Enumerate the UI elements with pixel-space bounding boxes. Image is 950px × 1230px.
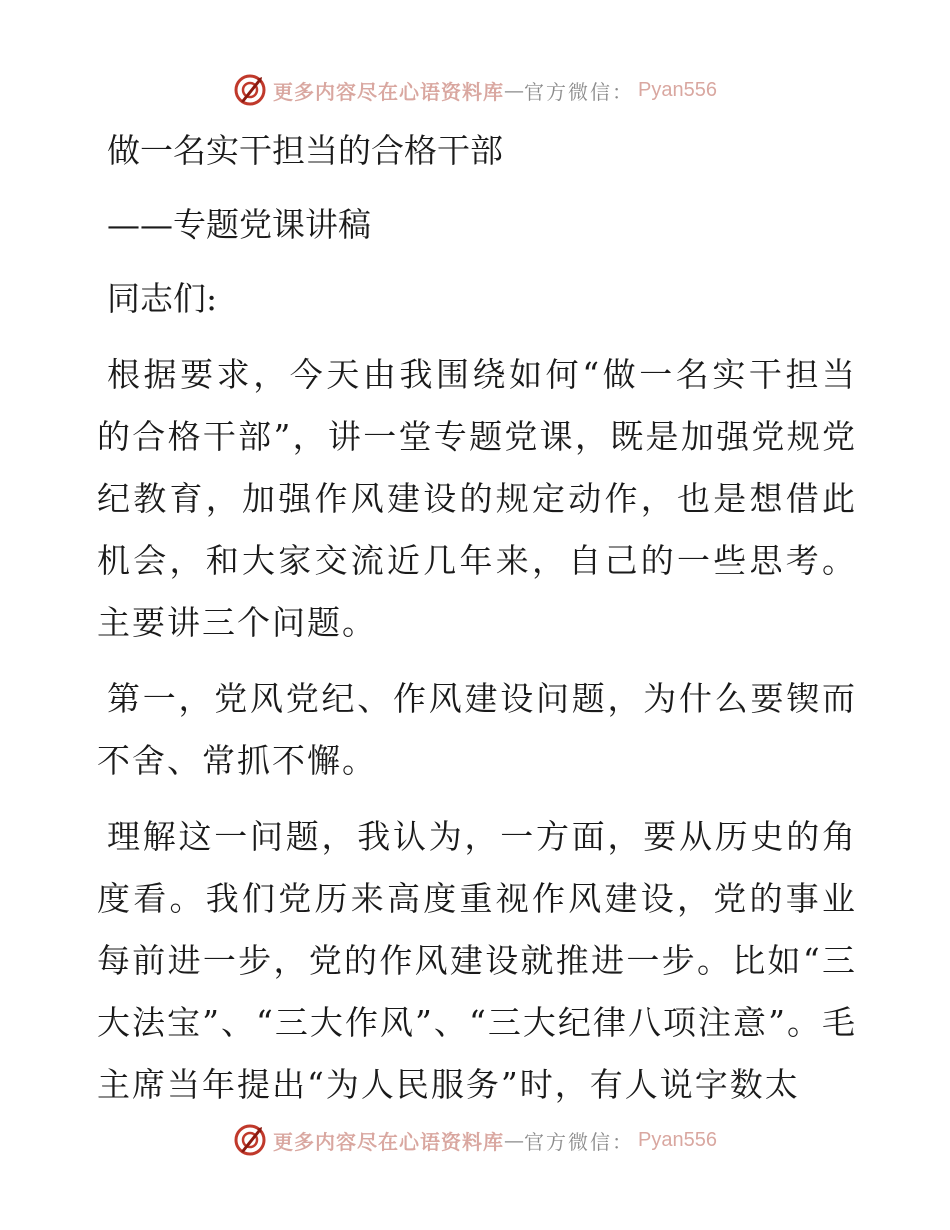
header-banner bbox=[0, 70, 950, 110]
logo-icon bbox=[233, 73, 267, 107]
footer-wechat-label: 官方微信： bbox=[524, 1129, 635, 1154]
paragraph: 第一，党风党纪、作风建设问题，为什么要锲而不舍、常抓不懈。 bbox=[97, 679, 857, 780]
footer-dash: — bbox=[504, 1128, 525, 1152]
greeting: 同志们: bbox=[107, 279, 218, 318]
header-wechat-id: Pyan556 bbox=[638, 78, 717, 101]
document-subtitle: ——专题党课讲稿 bbox=[107, 205, 371, 244]
paragraph: 理解这一问题，我认为，一方面，要从历史的角度看。我们党历来高度重视作风建设，党的事业每前进一步，党的作风建设就推进一步。比如“三大法宝”、“三大作风”、“三大纪律八项注意”。毛主席当年提出“为人民服务”时，有人说字数太 bbox=[97, 817, 857, 1104]
footer-wechat-id: Pyan556 bbox=[638, 1128, 717, 1151]
header-wechat-label: 官方微信： bbox=[524, 79, 635, 104]
document-title: 做一名实干担当的合格干部 bbox=[107, 131, 503, 170]
footer-banner bbox=[0, 1120, 950, 1160]
header-brand-text: 更多内容尽在心语资料库 bbox=[273, 79, 505, 104]
document-body bbox=[97, 120, 857, 1116]
footer-brand-text: 更多内容尽在心语资料库 bbox=[273, 1129, 505, 1154]
paragraph: 根据要求，今天由我围绕如何“做一名实干担当的合格干部”，讲一堂专题党课，既是加强党规党纪教育，加强作风建设的规定动作，也是想借此机会，和大家交流近几年来，自己的一些思考。主要讲三个问题。 bbox=[97, 355, 857, 642]
header-dash: — bbox=[504, 78, 525, 102]
logo-icon bbox=[233, 1123, 267, 1157]
